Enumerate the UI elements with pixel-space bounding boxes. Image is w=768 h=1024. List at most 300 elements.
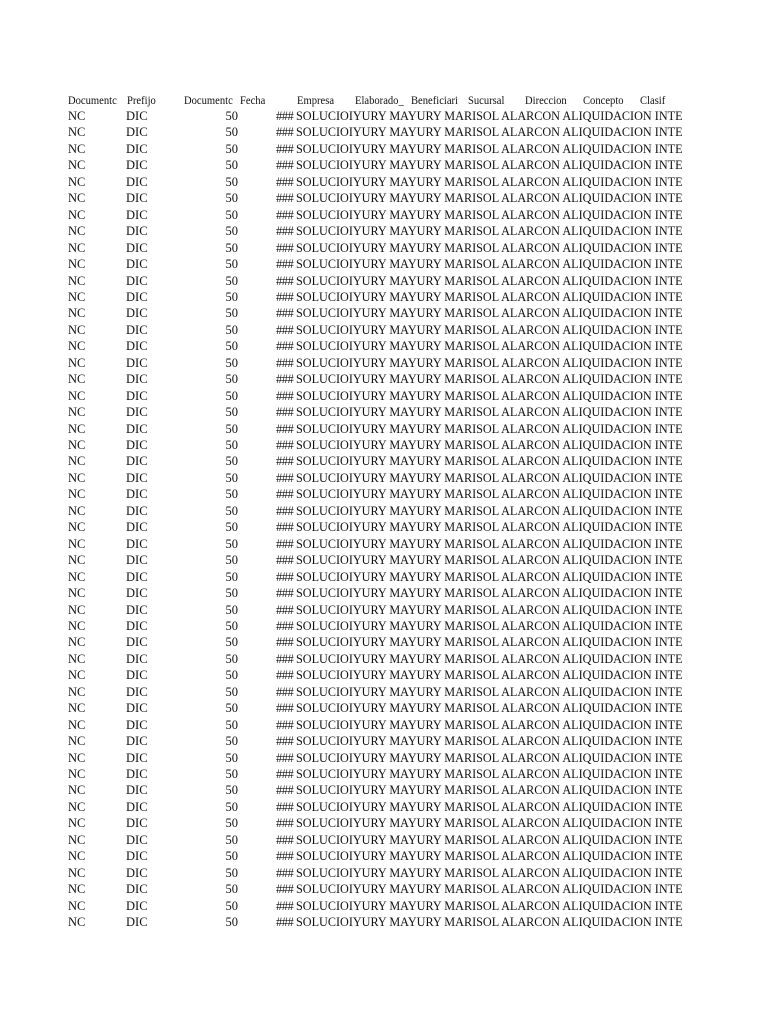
cell-detalle: SOLUCIOIYURY MAYURY MARISOL ALARCON ALIQUIDACION INTE xyxy=(296,553,683,568)
cell-prefijo: DIC xyxy=(126,898,148,913)
cell-fecha: ### xyxy=(276,520,294,535)
cell-fecha: ### xyxy=(276,799,294,814)
cell-numero: 50 xyxy=(225,240,238,255)
cell-numero: 50 xyxy=(225,553,238,568)
cell-detalle: SOLUCIOIYURY MAYURY MARISOL ALARCON ALIQUIDACION INTE xyxy=(296,898,683,913)
table-row xyxy=(0,569,768,585)
cell-documento: NC xyxy=(68,553,86,568)
cell-prefijo: DIC xyxy=(126,651,148,666)
cell-detalle: SOLUCIOIYURY MAYURY MARISOL ALARCON ALIQUIDACION INTE xyxy=(296,701,683,716)
cell-prefijo: DIC xyxy=(126,865,148,880)
cell-detalle: SOLUCIOIYURY MAYURY MARISOL ALARCON ALIQUIDACION INTE xyxy=(296,306,683,321)
cell-prefijo: DIC xyxy=(126,224,148,239)
cell-documento: NC xyxy=(68,388,86,403)
cell-numero: 50 xyxy=(225,717,238,732)
cell-documento: NC xyxy=(68,487,86,502)
cell-fecha: ### xyxy=(276,668,294,683)
cell-fecha: ### xyxy=(276,322,294,337)
cell-fecha: ### xyxy=(276,536,294,551)
cell-detalle: SOLUCIOIYURY MAYURY MARISOL ALARCON ALIQUIDACION INTE xyxy=(296,915,683,930)
cell-numero: 50 xyxy=(225,767,238,781)
cell-numero: 50 xyxy=(225,372,238,387)
cell-documento: NC xyxy=(68,750,86,765)
cell-documento: NC xyxy=(68,207,86,222)
table-row xyxy=(0,240,768,256)
cell-prefijo: DIC xyxy=(126,322,148,337)
cell-prefijo: DIC xyxy=(126,799,148,814)
cell-prefijo: DIC xyxy=(126,454,148,469)
cell-fecha: ### xyxy=(276,832,294,847)
cell-numero: 50 xyxy=(225,701,238,716)
cell-documento: NC xyxy=(68,273,86,288)
table-row xyxy=(0,782,768,798)
cell-prefijo: DIC xyxy=(126,701,148,716)
cell-fecha: ### xyxy=(276,684,294,699)
header-elaborado: Elaborado_ xyxy=(355,95,404,107)
cell-prefijo: DIC xyxy=(126,602,148,617)
table-row xyxy=(0,207,768,223)
cell-prefijo: DIC xyxy=(126,503,148,518)
cell-fecha: ### xyxy=(276,174,294,189)
table-row xyxy=(0,552,768,568)
cell-documento: NC xyxy=(68,701,86,716)
cell-fecha: ### xyxy=(276,207,294,222)
cell-documento: NC xyxy=(68,191,86,206)
cell-fecha: ### xyxy=(276,717,294,732)
table-row xyxy=(0,404,768,420)
cell-fecha: ### xyxy=(276,372,294,387)
cell-documento: NC xyxy=(68,717,86,732)
cell-numero: 50 xyxy=(225,536,238,551)
cell-numero: 50 xyxy=(225,322,238,337)
table-row xyxy=(0,536,768,552)
cell-prefijo: DIC xyxy=(126,635,148,650)
cell-prefijo: DIC xyxy=(126,816,148,831)
cell-detalle: SOLUCIOIYURY MAYURY MARISOL ALARCON ALIQUIDACION INTE xyxy=(296,865,683,880)
cell-documento: NC xyxy=(68,536,86,551)
table-row xyxy=(0,108,768,124)
cell-fecha: ### xyxy=(276,503,294,518)
cell-documento: NC xyxy=(68,520,86,535)
cell-detalle: SOLUCIOIYURY MAYURY MARISOL ALARCON ALIQUIDACION INTE xyxy=(296,339,683,354)
table-row xyxy=(0,667,768,683)
cell-fecha: ### xyxy=(276,454,294,469)
cell-prefijo: DIC xyxy=(126,191,148,206)
table-row xyxy=(0,486,768,502)
cell-numero: 50 xyxy=(225,799,238,814)
cell-fecha: ### xyxy=(276,701,294,716)
cell-documento: NC xyxy=(68,372,86,387)
cell-documento: NC xyxy=(68,224,86,239)
cell-detalle: SOLUCIOIYURY MAYURY MARISOL ALARCON ALIQUIDACION INTE xyxy=(296,438,683,452)
cell-prefijo: DIC xyxy=(126,553,148,568)
cell-fecha: ### xyxy=(276,141,294,156)
header-fecha: Fecha xyxy=(240,95,266,107)
table-row xyxy=(0,256,768,272)
cell-fecha: ### xyxy=(276,569,294,584)
cell-detalle: SOLUCIOIYURY MAYURY MARISOL ALARCON ALIQUIDACION INTE xyxy=(296,405,683,420)
table-row xyxy=(0,766,768,782)
cell-numero: 50 xyxy=(225,339,238,354)
cell-documento: NC xyxy=(68,668,86,683)
cell-documento: NC xyxy=(68,651,86,666)
cell-detalle: SOLUCIOIYURY MAYURY MARISOL ALARCON ALIQUIDACION INTE xyxy=(296,832,683,847)
cell-prefijo: DIC xyxy=(126,569,148,584)
table-row xyxy=(0,289,768,305)
cell-fecha: ### xyxy=(276,306,294,321)
cell-documento: NC xyxy=(68,799,86,814)
cell-prefijo: DIC xyxy=(126,767,148,781)
cell-detalle: SOLUCIOIYURY MAYURY MARISOL ALARCON ALIQUIDACION INTE xyxy=(296,240,683,255)
cell-detalle: SOLUCIOIYURY MAYURY MARISOL ALARCON ALIQUIDACION INTE xyxy=(296,602,683,617)
table-row xyxy=(0,733,768,749)
table-row xyxy=(0,750,768,766)
cell-fecha: ### xyxy=(276,405,294,420)
cell-documento: NC xyxy=(68,174,86,189)
header-beneficiario: Beneficiari xyxy=(411,95,459,107)
cell-prefijo: DIC xyxy=(126,750,148,765)
table-row xyxy=(0,305,768,321)
cell-fecha: ### xyxy=(276,618,294,633)
cell-documento: NC xyxy=(68,865,86,880)
cell-numero: 50 xyxy=(225,109,238,123)
cell-prefijo: DIC xyxy=(126,405,148,420)
cell-numero: 50 xyxy=(225,224,238,239)
header-documento-2: Documentc xyxy=(184,95,233,107)
cell-numero: 50 xyxy=(225,158,238,173)
cell-numero: 50 xyxy=(225,191,238,206)
cell-fecha: ### xyxy=(276,635,294,650)
cell-fecha: ### xyxy=(276,553,294,568)
cell-numero: 50 xyxy=(225,569,238,584)
cell-detalle: SOLUCIOIYURY MAYURY MARISOL ALARCON ALIQUIDACION INTE xyxy=(296,109,683,123)
cell-fecha: ### xyxy=(276,388,294,403)
cell-prefijo: DIC xyxy=(126,273,148,288)
cell-detalle: SOLUCIOIYURY MAYURY MARISOL ALARCON ALIQUIDACION INTE xyxy=(296,257,683,272)
cell-documento: NC xyxy=(68,438,86,452)
cell-documento: NC xyxy=(68,849,86,864)
header-sucursal: Sucursal xyxy=(468,95,505,107)
cell-detalle: SOLUCIOIYURY MAYURY MARISOL ALARCON ALIQUIDACION INTE xyxy=(296,635,683,650)
table-row xyxy=(0,585,768,601)
cell-prefijo: DIC xyxy=(126,240,148,255)
table-row xyxy=(0,602,768,618)
cell-numero: 50 xyxy=(225,355,238,370)
cell-prefijo: DIC xyxy=(126,174,148,189)
cell-numero: 50 xyxy=(225,141,238,156)
cell-numero: 50 xyxy=(225,503,238,518)
table-row xyxy=(0,519,768,535)
cell-fecha: ### xyxy=(276,289,294,304)
cell-prefijo: DIC xyxy=(126,355,148,370)
cell-numero: 50 xyxy=(225,882,238,897)
cell-detalle: SOLUCIOIYURY MAYURY MARISOL ALARCON ALIQUIDACION INTE xyxy=(296,536,683,551)
cell-numero: 50 xyxy=(225,520,238,535)
header-concepto: Concepto xyxy=(583,95,624,107)
cell-fecha: ### xyxy=(276,355,294,370)
cell-detalle: SOLUCIOIYURY MAYURY MARISOL ALARCON ALIQUIDACION INTE xyxy=(296,503,683,518)
cell-fecha: ### xyxy=(276,109,294,123)
cell-fecha: ### xyxy=(276,750,294,765)
cell-fecha: ### xyxy=(276,816,294,831)
cell-fecha: ### xyxy=(276,865,294,880)
cell-prefijo: DIC xyxy=(126,158,148,173)
cell-detalle: SOLUCIOIYURY MAYURY MARISOL ALARCON ALIQUIDACION INTE xyxy=(296,191,683,206)
cell-prefijo: DIC xyxy=(126,684,148,699)
cell-documento: NC xyxy=(68,684,86,699)
cell-detalle: SOLUCIOIYURY MAYURY MARISOL ALARCON ALIQUIDACION INTE xyxy=(296,273,683,288)
table-row xyxy=(0,815,768,831)
table-row xyxy=(0,503,768,519)
cell-fecha: ### xyxy=(276,882,294,897)
cell-fecha: ### xyxy=(276,438,294,452)
cell-fecha: ### xyxy=(276,273,294,288)
cell-numero: 50 xyxy=(225,915,238,930)
cell-documento: NC xyxy=(68,355,86,370)
cell-detalle: SOLUCIOIYURY MAYURY MARISOL ALARCON ALIQUIDACION INTE xyxy=(296,289,683,304)
cell-documento: NC xyxy=(68,109,86,123)
cell-numero: 50 xyxy=(225,734,238,749)
cell-prefijo: DIC xyxy=(126,734,148,749)
cell-prefijo: DIC xyxy=(126,520,148,535)
cell-numero: 50 xyxy=(225,684,238,699)
cell-numero: 50 xyxy=(225,651,238,666)
table-row xyxy=(0,371,768,387)
table-row xyxy=(0,684,768,700)
cell-prefijo: DIC xyxy=(126,372,148,387)
cell-detalle: SOLUCIOIYURY MAYURY MARISOL ALARCON ALIQUIDACION INTE xyxy=(296,767,683,781)
cell-prefijo: DIC xyxy=(126,668,148,683)
cell-documento: NC xyxy=(68,125,86,140)
cell-numero: 50 xyxy=(225,454,238,469)
cell-numero: 50 xyxy=(225,865,238,880)
cell-documento: NC xyxy=(68,503,86,518)
cell-documento: NC xyxy=(68,257,86,272)
table-row xyxy=(0,914,768,930)
cell-prefijo: DIC xyxy=(126,141,148,156)
cell-detalle: SOLUCIOIYURY MAYURY MARISOL ALARCON ALIQUIDACION INTE xyxy=(296,569,683,584)
cell-numero: 50 xyxy=(225,602,238,617)
header-prefijo: Prefijo xyxy=(127,95,156,107)
cell-prefijo: DIC xyxy=(126,536,148,551)
cell-documento: NC xyxy=(68,405,86,420)
cell-numero: 50 xyxy=(225,898,238,913)
cell-prefijo: DIC xyxy=(126,289,148,304)
cell-documento: NC xyxy=(68,569,86,584)
cell-fecha: ### xyxy=(276,240,294,255)
cell-detalle: SOLUCIOIYURY MAYURY MARISOL ALARCON ALIQUIDACION INTE xyxy=(296,141,683,156)
cell-fecha: ### xyxy=(276,470,294,485)
table-row xyxy=(0,322,768,338)
cell-fecha: ### xyxy=(276,767,294,781)
cell-detalle: SOLUCIOIYURY MAYURY MARISOL ALARCON ALIQUIDACION INTE xyxy=(296,355,683,370)
cell-fecha: ### xyxy=(276,257,294,272)
cell-fecha: ### xyxy=(276,224,294,239)
cell-documento: NC xyxy=(68,421,86,436)
cell-documento: NC xyxy=(68,832,86,847)
cell-fecha: ### xyxy=(276,339,294,354)
cell-documento: NC xyxy=(68,734,86,749)
cell-numero: 50 xyxy=(225,487,238,502)
table-row xyxy=(0,223,768,239)
cell-detalle: SOLUCIOIYURY MAYURY MARISOL ALARCON ALIQUIDACION INTE xyxy=(296,651,683,666)
cell-detalle: SOLUCIOIYURY MAYURY MARISOL ALARCON ALIQUIDACION INTE xyxy=(296,882,683,897)
table-row xyxy=(0,470,768,486)
table-row xyxy=(0,124,768,140)
table-row xyxy=(0,700,768,716)
cell-numero: 50 xyxy=(225,207,238,222)
table-row xyxy=(0,141,768,157)
table-row xyxy=(0,437,768,453)
table-row xyxy=(0,190,768,206)
cell-fecha: ### xyxy=(276,191,294,206)
cell-documento: NC xyxy=(68,816,86,831)
cell-numero: 50 xyxy=(225,618,238,633)
cell-fecha: ### xyxy=(276,487,294,502)
table-row xyxy=(0,421,768,437)
cell-fecha: ### xyxy=(276,915,294,930)
table-row xyxy=(0,832,768,848)
cell-detalle: SOLUCIOIYURY MAYURY MARISOL ALARCON ALIQUIDACION INTE xyxy=(296,224,683,239)
cell-prefijo: DIC xyxy=(126,257,148,272)
cell-detalle: SOLUCIOIYURY MAYURY MARISOL ALARCON ALIQUIDACION INTE xyxy=(296,487,683,502)
cell-detalle: SOLUCIOIYURY MAYURY MARISOL ALARCON ALIQUIDACION INTE xyxy=(296,734,683,749)
cell-detalle: SOLUCIOIYURY MAYURY MARISOL ALARCON ALIQUIDACION INTE xyxy=(296,174,683,189)
cell-fecha: ### xyxy=(276,734,294,749)
cell-detalle: SOLUCIOIYURY MAYURY MARISOL ALARCON ALIQUIDACION INTE xyxy=(296,158,683,173)
cell-numero: 50 xyxy=(225,405,238,420)
cell-numero: 50 xyxy=(225,125,238,140)
cell-numero: 50 xyxy=(225,388,238,403)
cell-prefijo: DIC xyxy=(126,717,148,732)
cell-numero: 50 xyxy=(225,438,238,452)
cell-documento: NC xyxy=(68,240,86,255)
cell-numero: 50 xyxy=(225,273,238,288)
cell-documento: NC xyxy=(68,635,86,650)
cell-numero: 50 xyxy=(225,586,238,601)
cell-fecha: ### xyxy=(276,651,294,666)
cell-detalle: SOLUCIOIYURY MAYURY MARISOL ALARCON ALIQUIDACION INTE xyxy=(296,207,683,222)
cell-numero: 50 xyxy=(225,849,238,864)
table-row xyxy=(0,618,768,634)
table-row xyxy=(0,157,768,173)
cell-detalle: SOLUCIOIYURY MAYURY MARISOL ALARCON ALIQUIDACION INTE xyxy=(296,520,683,535)
cell-fecha: ### xyxy=(276,421,294,436)
cell-fecha: ### xyxy=(276,849,294,864)
cell-numero: 50 xyxy=(225,750,238,765)
cell-prefijo: DIC xyxy=(126,915,148,930)
cell-documento: NC xyxy=(68,306,86,321)
table-row xyxy=(0,898,768,914)
cell-detalle: SOLUCIOIYURY MAYURY MARISOL ALARCON ALIQUIDACION INTE xyxy=(296,125,683,140)
cell-prefijo: DIC xyxy=(126,882,148,897)
cell-numero: 50 xyxy=(225,832,238,847)
cell-documento: NC xyxy=(68,470,86,485)
header-empresa: Empresa xyxy=(297,95,335,107)
cell-prefijo: DIC xyxy=(126,849,148,864)
table-row xyxy=(0,634,768,650)
cell-numero: 50 xyxy=(225,783,238,798)
cell-documento: NC xyxy=(68,882,86,897)
cell-detalle: SOLUCIOIYURY MAYURY MARISOL ALARCON ALIQUIDACION INTE xyxy=(296,668,683,683)
cell-detalle: SOLUCIOIYURY MAYURY MARISOL ALARCON ALIQUIDACION INTE xyxy=(296,750,683,765)
cell-fecha: ### xyxy=(276,158,294,173)
cell-documento: NC xyxy=(68,915,86,930)
cell-prefijo: DIC xyxy=(126,306,148,321)
cell-prefijo: DIC xyxy=(126,832,148,847)
cell-detalle: SOLUCIOIYURY MAYURY MARISOL ALARCON ALIQUIDACION INTE xyxy=(296,799,683,814)
cell-detalle: SOLUCIOIYURY MAYURY MARISOL ALARCON ALIQUIDACION INTE xyxy=(296,470,683,485)
cell-documento: NC xyxy=(68,767,86,781)
cell-detalle: SOLUCIOIYURY MAYURY MARISOL ALARCON ALIQUIDACION INTE xyxy=(296,388,683,403)
header-documento: Documentc xyxy=(68,95,117,107)
cell-prefijo: DIC xyxy=(126,783,148,798)
cell-detalle: SOLUCIOIYURY MAYURY MARISOL ALARCON ALIQUIDACION INTE xyxy=(296,322,683,337)
cell-documento: NC xyxy=(68,289,86,304)
cell-numero: 50 xyxy=(225,635,238,650)
cell-documento: NC xyxy=(68,158,86,173)
table-row xyxy=(0,273,768,289)
header-direccion: Direccion xyxy=(525,95,567,107)
cell-fecha: ### xyxy=(276,125,294,140)
cell-documento: NC xyxy=(68,454,86,469)
cell-prefijo: DIC xyxy=(126,109,148,123)
cell-prefijo: DIC xyxy=(126,438,148,452)
table-row xyxy=(0,717,768,733)
cell-documento: NC xyxy=(68,618,86,633)
cell-prefijo: DIC xyxy=(126,618,148,633)
cell-numero: 50 xyxy=(225,816,238,831)
cell-detalle: SOLUCIOIYURY MAYURY MARISOL ALARCON ALIQUIDACION INTE xyxy=(296,849,683,864)
cell-fecha: ### xyxy=(276,898,294,913)
cell-detalle: SOLUCIOIYURY MAYURY MARISOL ALARCON ALIQUIDACION INTE xyxy=(296,816,683,831)
cell-numero: 50 xyxy=(225,174,238,189)
table-row xyxy=(0,651,768,667)
cell-detalle: SOLUCIOIYURY MAYURY MARISOL ALARCON ALIQUIDACION INTE xyxy=(296,684,683,699)
header-clasif: Clasif xyxy=(640,95,666,107)
cell-prefijo: DIC xyxy=(126,388,148,403)
cell-detalle: SOLUCIOIYURY MAYURY MARISOL ALARCON ALIQUIDACION INTE xyxy=(296,586,683,601)
cell-documento: NC xyxy=(68,898,86,913)
cell-prefijo: DIC xyxy=(126,586,148,601)
cell-numero: 50 xyxy=(225,668,238,683)
cell-prefijo: DIC xyxy=(126,339,148,354)
cell-documento: NC xyxy=(68,783,86,798)
cell-prefijo: DIC xyxy=(126,125,148,140)
table-row xyxy=(0,174,768,190)
cell-detalle: SOLUCIOIYURY MAYURY MARISOL ALARCON ALIQUIDACION INTE xyxy=(296,618,683,633)
cell-prefijo: DIC xyxy=(126,487,148,502)
cell-prefijo: DIC xyxy=(126,421,148,436)
cell-fecha: ### xyxy=(276,783,294,798)
cell-detalle: SOLUCIOIYURY MAYURY MARISOL ALARCON ALIQUIDACION INTE xyxy=(296,783,683,798)
cell-detalle: SOLUCIOIYURY MAYURY MARISOL ALARCON ALIQUIDACION INTE xyxy=(296,717,683,732)
table-row xyxy=(0,848,768,864)
cell-prefijo: DIC xyxy=(126,207,148,222)
cell-numero: 50 xyxy=(225,306,238,321)
cell-documento: NC xyxy=(68,339,86,354)
table-row xyxy=(0,355,768,371)
cell-documento: NC xyxy=(68,322,86,337)
cell-detalle: SOLUCIOIYURY MAYURY MARISOL ALARCON ALIQUIDACION INTE xyxy=(296,454,683,469)
cell-documento: NC xyxy=(68,586,86,601)
cell-detalle: SOLUCIOIYURY MAYURY MARISOL ALARCON ALIQUIDACION INTE xyxy=(296,421,683,436)
cell-numero: 50 xyxy=(225,470,238,485)
cell-numero: 50 xyxy=(225,257,238,272)
table-row xyxy=(0,338,768,354)
cell-detalle: SOLUCIOIYURY MAYURY MARISOL ALARCON ALIQUIDACION INTE xyxy=(296,372,683,387)
table-row xyxy=(0,388,768,404)
